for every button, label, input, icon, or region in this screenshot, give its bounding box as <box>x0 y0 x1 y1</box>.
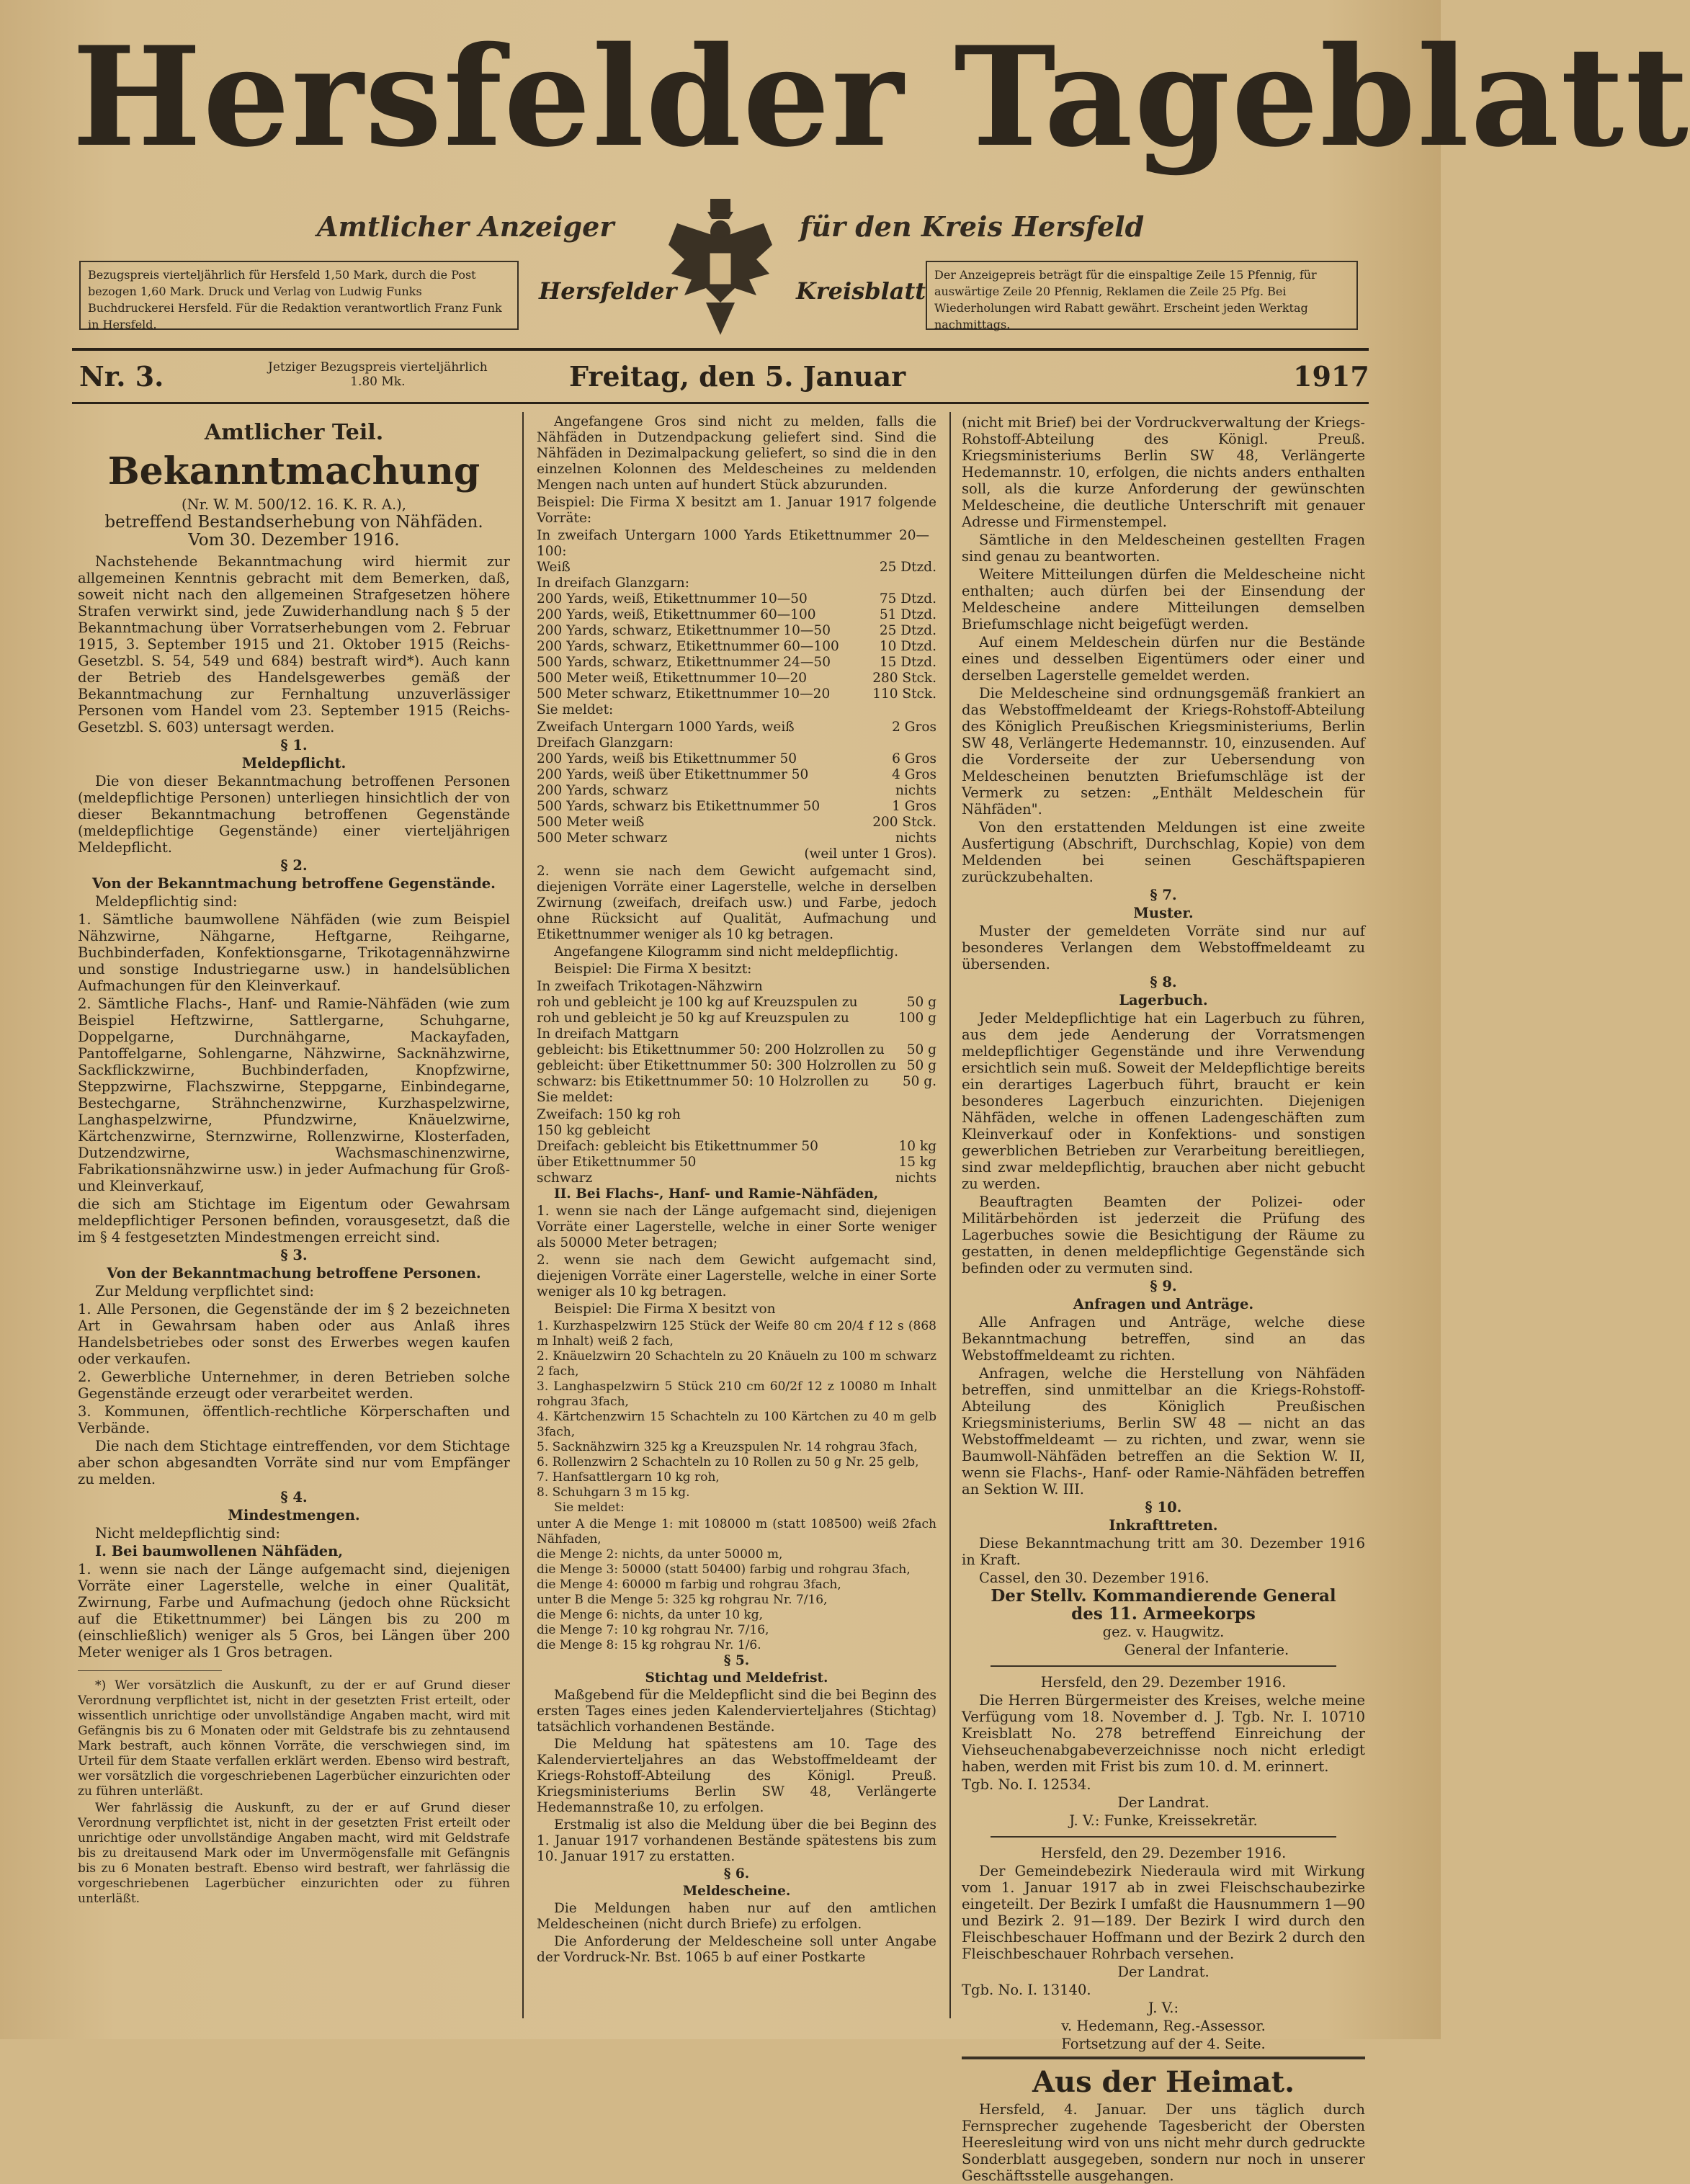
list-item: 6. Rollenzwirn 2 Schachteln zu 10 Rollen zu 50 g Nr. 25 gelb, <box>537 1455 919 1469</box>
row-value: 110 Stck. <box>872 686 936 702</box>
table-row <box>537 576 936 591</box>
row-value: 75 Dtzd. <box>879 591 936 607</box>
section-number: § 4. <box>280 1489 308 1505</box>
list-item: 2. wenn sie nach dem Gewicht aufgemacht sind, diejenigen Vorräte einer Lagerstelle, welche in derselben Zwirnung (zweifach, dreifach usw.) und Farbe, jedoch ohne Rücksicht auf Qualität, Aufmachung und Etikettnummer weniger als 10 kg betragen. <box>537 864 936 942</box>
signature: des 11. Armeekorps <box>1071 1604 1256 1624</box>
list-heading: I. Bei baumwollenen Nähfäden, <box>95 1543 344 1559</box>
row-value: 50 g. <box>902 1074 936 1089</box>
list-item: 1. Alle Personen, die Gegenstände der im § 2 bezeichneten Art in Gewahrsam haben oder aus Anlaß ihres Handelsbetriebes oder sonst des Erwerbes wegen kaufen oder verkaufen. <box>78 1301 510 1367</box>
signature: Der Landrat. <box>1117 1794 1210 1811</box>
table-row <box>537 686 936 702</box>
article-ref: (Nr. W. M. 500/12. 16. K. R. A.), <box>182 496 406 513</box>
article-title: Bekanntmachung <box>107 449 480 493</box>
paragraph: Die Herren Bürgermeister des Kreises, welche meine Verfügung vom 18. November d. J. Tgb. Nr. I. 10710 Kreisblatt No. 278 betreffend Einreichung der Viehseuchenabgabeverzeichnisse noch nicht erledigt haben, werden mit Frist bis zum 10. d. M. erinnert. <box>962 1692 1365 1775</box>
side-label-right: Kreisblatt <box>796 277 926 305</box>
row-label: In dreifach Mattgarn <box>537 1026 679 1042</box>
paragraph: Nicht meldepflichtig sind: <box>95 1525 280 1541</box>
table-row <box>537 735 936 751</box>
paragraph: Zur Meldung verpflichtet sind: <box>95 1283 315 1299</box>
table-row <box>537 783 936 799</box>
paragraph: Von den erstattenden Meldungen ist eine zweite Ausfertigung (Abschrift, Durchschlag, Kopie) von dem Meldenden bei seinen Geschäftspapieren zurückzubehalten. <box>962 819 1365 885</box>
list-item: 2. Knäuelzwirn 20 Schachteln zu 20 Knäueln zu 100 m schwarz 2 fach, <box>537 1349 936 1379</box>
signature: J. V.: <box>1148 2000 1179 2016</box>
row-value: 10 kg <box>898 1139 936 1154</box>
table-row <box>537 1155 936 1171</box>
row-label: 150 kg gebleicht <box>537 1123 650 1138</box>
list-item: die Menge 4: 60000 m farbig und rohgrau 3fach, <box>537 1577 841 1592</box>
row-value: 50 g <box>906 1042 936 1057</box>
section-heading: Stichtag und Meldefrist. <box>645 1670 828 1686</box>
table-row <box>537 1171 936 1186</box>
article-date: Vom 30. Dezember 1916. <box>188 531 400 550</box>
paragraph: Angefangene Kilogramm sind nicht meldepflichtig. <box>554 944 898 959</box>
list-item: 1. wenn sie nach der Länge aufgemacht sind, diejenigen Vorräte einer Lagerstelle, welche in einer Qualität, Zwirnung, Farbe und Aufmachung (jedoch ohne Rücksicht auf die Etikettnummer) bei Längen bis zu 200 m (einschließlich) weniger als 5 Gros, bei Längen über 200 Meter weniger als 1 Gros betragen. <box>78 1561 510 1660</box>
list-item: 2. Sämtliche Flachs-, Hanf- und Ramie-Nähfäden (wie zum Beispiel Heftzwirne, Sattlergarne, Schuhgarne, Doppelgarne, Durchnähgarne, Mackayfaden, Pantoffelgarne, Sohlengarne, Nähzwirne, Sacknähzwirne, Sackflickzwirne, Buchbinderfaden, Knopfzwirne, Steppzwirne, Flachszwirne, Steppgarne, Einbindegarne, Bestechgarne, Strähnchenzwirne, Kurzhaspelzwirne, Langhaspelzwirne, Pfundzwirne, Knäuelzwirne, Kärtchenzwirne, Sternzwirne, Rollenzwirne, Klosterfaden, Dutzendzwirne, Wachsmaschinenzwirne, Fabrikationsnähzwirne usw.) in jeder Aufmachung für Groß- und Kleinverkauf, <box>78 995 510 1194</box>
row-label: 200 Yards, weiß bis Etikettnummer 50 <box>537 751 797 766</box>
row-label: 200 Yards, weiß, Etikettnummer 10—50 <box>537 591 808 607</box>
row-label: roh und gebleicht je 50 kg auf Kreuzspulen zu <box>537 1011 849 1026</box>
section-number: § 1. <box>280 737 308 753</box>
row-label: 200 Yards, schwarz, Etikettnummer 10—50 <box>537 623 831 638</box>
table-row <box>537 1074 936 1090</box>
row-label: Zweifach Untergarn 1000 Yards, weiß <box>537 720 795 735</box>
list-item: unter A die Menge 1: mit 108000 m (statt 108500) weiß 2fach Nähfaden, <box>537 1517 936 1547</box>
paragraph: Beispiel: Die Firma X besitzt am 1. Januar 1917 folgende Vorräte: <box>537 495 936 526</box>
table-row <box>537 720 936 735</box>
subscription-box: Bezugspreis vierteljährlich für Hersfeld 1,50 Mark, durch die Post bezogen 1,60 Mark. Druck und Verlag von Ludwig Funks Buchdruckerei Hersfeld. Für die Redaktion verantwortlich Franz Funk in Hersfeld. <box>79 261 519 330</box>
row-label: 500 Meter schwarz, Etikettnummer 10—20 <box>537 686 831 702</box>
paragraph: Der Gemeindebezirk Niederaula wird mit Wirkung vom 1. Januar 1917 ab in zwei Fleischschaubezirke eingeteilt. Der Bezirk I umfaßt die Hausnummern 1—90 und Bezirk 2. 91—189. Der Bezirk I wird durch den Fleischbeschauer Hoffmann und der Bezirk 2 durch den Fleischbeschauer Rohrbach versehen. <box>962 1863 1365 1962</box>
paragraph: Die Anforderung der Meldescheine soll unter Angabe der Vordruck-Nr. Bst. 1065 b auf einer Postkarte <box>537 1934 936 1965</box>
row-label: roh und gebleicht je 100 kg auf Kreuzspulen zu <box>537 995 858 1010</box>
paragraph: Meldepflichtig sind: <box>95 893 238 910</box>
list-item: 8. Schuhgarn 3 m 15 kg. <box>537 1485 690 1500</box>
paragraph: (nicht mit Brief) bei der Vordruckverwaltung der Kriegs-Rohstoff-Abteilung des Königl. Preuß. Kriegsministeriums Berlin SW 48, Verlängerte Hedemannstr. 10, erfolgen, die nichts anders enthalten soll, als die kurze Anforderung der gewünschten Meldescheine, die deutliche Unterschrift mit genauer Adresse und Firmenstempel. <box>962 414 1365 530</box>
row-label: 200 Yards, weiß, Etikettnummer 60—100 <box>537 607 816 622</box>
example-table <box>537 528 936 702</box>
issue-price <box>268 360 488 389</box>
table-row <box>537 1042 936 1058</box>
row-value: 15 Dtzd. <box>879 655 936 670</box>
table-row <box>537 623 936 639</box>
row-label: 500 Meter schwarz <box>537 831 668 846</box>
paragraph: Sie meldet: <box>537 702 614 717</box>
paragraph: Die nach dem Stichtage eintreffenden, vor dem Stichtage aber schon abgesandten Vorräte sind nur vom Empfänger zu melden. <box>78 1438 510 1487</box>
row-label: gebleicht: bis Etikettnummer 50: 200 Holzrollen zu <box>537 1042 885 1057</box>
paragraph: die sich am Stichtage im Eigentum oder Gewahrsam meldepflichtiger Personen befinden, vorausgesetzt, daß die im § 4 festgesetzten Mindestmengen erreicht sind. <box>78 1196 510 1245</box>
row-value: 100 g <box>898 1011 936 1026</box>
row-label: Dreifach: gebleicht bis Etikettnummer 50 <box>537 1139 818 1154</box>
table-row <box>537 607 936 623</box>
list-item: 1. wenn sie nach der Länge aufgemacht sind, diejenigen Vorräte einer Lagerstelle, welche in einer Sorte weniger als 50000 Meter betragen; <box>537 1204 936 1250</box>
paragraph: Sie meldet: <box>537 1090 614 1105</box>
example-table <box>537 720 936 846</box>
paragraph: Beispiel: Die Firma X besitzt: <box>554 962 752 977</box>
table-row <box>537 1107 936 1123</box>
section-heading: Anfragen und Anträge. <box>1073 1296 1254 1312</box>
notice-date: Hersfeld, den 29. Dezember 1916. <box>1040 1845 1287 1861</box>
list-heading: II. Bei Flachs-, Hanf- und Ramie-Nähfäden, <box>554 1186 879 1201</box>
section-heading: Mindestmengen. <box>228 1507 360 1523</box>
section-heading: Von der Bekanntmachung betroffene Personen. <box>107 1265 481 1281</box>
section-heading: Von der Bekanntmachung betroffene Gegenstände. <box>92 875 496 892</box>
paragraph: Sämtliche in den Meldescheinen gestellten Fragen sind genau zu beantworten. <box>962 532 1365 565</box>
example-list <box>537 1319 936 1500</box>
row-label: 500 Yards, schwarz bis Etikettnummer 50 <box>537 799 821 814</box>
column-1 <box>78 414 510 2028</box>
header-rule-bottom <box>72 402 1369 404</box>
paragraph: Jeder Meldepflichtige hat ein Lagerbuch zu führen, aus dem jede Aenderung der Vorratsmengen meldepflichtiger Gegenstände und ihre Verwendung ersichtlich sein muß. Soweit der Meldepflichtige bereits ein derartiges Lagerbuch führt, braucht er kein besonderes Lagerbuch einzurichten. Diejenigen Nähfäden, welche in offenen Ladengeschäften zum Kleinverkauf oder in Konfektions- und sonstigen gewerblichen Betrieben zur Verarbeitung bereitliegen, sind zwar meldepflichtig, brauchen aber nicht gebucht zu werden. <box>962 1010 1365 1192</box>
table-row <box>537 1123 936 1139</box>
column-3 <box>962 414 1365 2184</box>
paragraph: Muster der gemeldeten Vorräte sind nur auf besonderes Verlangen dem Webstoffmeldeamt zu übersenden. <box>962 923 1365 972</box>
divider <box>991 1665 1336 1667</box>
row-value: 280 Stck. <box>872 671 936 686</box>
list-item: 7. Hanfsattlergarn 10 kg roh, <box>537 1470 720 1485</box>
reference: Tgb. No. I. 12534. <box>962 1776 1091 1793</box>
section-number: § 8. <box>1150 974 1177 990</box>
example-table <box>537 1107 936 1186</box>
row-value: 15 kg <box>898 1155 936 1170</box>
list-item: 5. Sacknähzwirn 325 kg a Kreuzspulen Nr. 14 rohgrau 3fach, <box>537 1440 918 1454</box>
section-heading: Muster. <box>1133 905 1194 921</box>
list-item: 1. Kurzhaspelzwirn 125 Stück der Weife 80 cm 20/4 f 12 s (868 m Inhalt) weiß 2 fach, <box>537 1319 936 1348</box>
row-label: 200 Yards, weiß über Etikettnummer 50 <box>537 767 809 782</box>
row-value: nichts <box>895 783 936 798</box>
table-row <box>537 831 936 846</box>
table-row <box>537 1011 936 1026</box>
list-item: 1. Sämtliche baumwollene Nähfäden (wie zum Beispiel Nähzwirne, Nähgarne, Heftgarne, Reihgarne, Buchbinderfaden, Konfektionsgarne, Trikotagennähzwirne und sonstige Industriegarne usw.) in handelsüblichen Aufmachungen für den Kleinverkauf. <box>78 911 510 994</box>
table-row <box>537 1026 936 1042</box>
row-label: 500 Meter weiß, Etikettnummer 10—20 <box>537 671 808 686</box>
place-date: Cassel, den 30. Dezember 1916. <box>979 1570 1210 1586</box>
masthead-subtitle-left: Amtlicher Anzeiger <box>317 210 614 243</box>
paragraph: Die Meldungen haben nur auf den amtlichen Meldescheinen (nicht durch Briefe) zu erfolgen. <box>537 1901 936 1932</box>
row-label: schwarz: bis Etikettnummer 50: 10 Holzrollen zu <box>537 1074 869 1089</box>
signature: General der Infanterie. <box>1124 1642 1289 1658</box>
table-row <box>537 639 936 655</box>
row-label: gebleicht: über Etikettnummer 50: 300 Holzrollen zu <box>537 1058 897 1073</box>
section-number: § 9. <box>1150 1278 1177 1294</box>
table-row <box>537 815 936 831</box>
reference: Tgb. No. I. 13140. <box>962 1982 1091 1998</box>
list-item: 4. Kärtchenzwirn 15 Schachteln zu 100 Kärtchen zu 40 m gelb 3fach, <box>537 1410 936 1439</box>
section-heading: Meldepflicht. <box>241 755 347 771</box>
section-number: § 3. <box>280 1247 308 1263</box>
table-row <box>537 751 936 767</box>
row-value: 51 Dtzd. <box>879 607 936 622</box>
list-item: die Menge 3: 50000 (statt 50400) farbig und rohgrau 3fach, <box>537 1562 911 1577</box>
paragraph: Diese Bekanntmachung tritt am 30. Dezember 1916 in Kraft. <box>962 1535 1365 1568</box>
row-value: 10 Dtzd. <box>879 639 936 654</box>
list-item: die Menge 2: nichts, da unter 50000 m, <box>537 1547 783 1562</box>
paragraph: Sie meldet: <box>554 1500 625 1515</box>
list-item: die Menge 8: 15 kg rohgrau Nr. 1/6. <box>537 1638 761 1652</box>
table-row <box>537 1139 936 1155</box>
section-number: § 10. <box>1145 1499 1182 1516</box>
footnote: *) Wer vorsätzlich die Auskunft, zu der er auf Grund dieser Verordnung verpflichtet ist, nicht in der gesetzten Frist erteilt, oder wissentlich unrichtige oder unvollständige Angaben macht, wird mit Gefängnis bis zu 6 Monaten oder mit Geldstrafe bis zu zehntausend Mark bestraft, auch können Vorräte, die verschwiegen sind, im Urteil für dem Staate verfallen erklärt werden. Ebenso wird bestraft, wer vorsätzlich die vorgeschriebenen Lagerbücher einzurichten oder zu führen unterläßt. <box>78 1678 510 1799</box>
side-label-left: Hersfelder <box>539 277 677 305</box>
paragraph: Hersfeld, 4. Januar. Der uns täglich durch Fernsprecher zugehende Tagesbericht der Obersten Heeresleitung wird von uns nicht mehr durch gedruckte Sonderblatt ausgegeben, sondern nur noch in unserer Geschäftsstelle ausgehangen. <box>962 2101 1365 2184</box>
advertising-box: Der Anzeigepreis beträgt für die einspaltige Zeile 15 Pfennig, für auswärtige Zeile 20 Pfennig, Reklamen die Zeile 25 Pfg. Bei Wiederholungen wird Rabatt gewährt. Erscheint jeden Werktag nachmittags. <box>926 261 1358 330</box>
row-value: nichts <box>895 831 936 846</box>
imperial-eagle-icon <box>663 194 778 339</box>
paragraph: Beauftragten Beamten der Polizei- oder Militärbehörden ist jederzeit die Prüfung des Lagerbuches sowie die Besichtigung der Räume zu gestatten, in denen meldepflichtige Gegenstände sich befinden oder zu vermuten sind. <box>962 1194 1365 1276</box>
row-label: In zweifach Trikotagen-Nähzwirn <box>537 979 763 994</box>
row-value: nichts <box>895 1171 936 1186</box>
column-2 <box>537 414 936 2028</box>
row-value: 4 Gros <box>892 767 936 782</box>
table-row <box>537 655 936 671</box>
table-row <box>537 528 936 560</box>
section-number: § 7. <box>1150 887 1177 903</box>
section-number: § 6. <box>723 1866 750 1881</box>
issue-number: Nr. 3. <box>79 360 164 393</box>
table-row <box>537 979 936 995</box>
table-row <box>537 767 936 783</box>
list-item: 2. Gewerbliche Unternehmer, in deren Betrieben solche Gegenstände erzeugt oder verarbeitet werden. <box>78 1369 510 1402</box>
row-label: schwarz <box>537 1171 593 1186</box>
row-label: Weiß <box>537 560 571 575</box>
notice-date: Hersfeld, den 29. Dezember 1916. <box>1040 1674 1287 1691</box>
paragraph: Weitere Mitteilungen dürfen die Meldescheine nicht enthalten; auch dürfen bei der Einsendung der Meldescheine andere Mitteilungen demselben Briefumschlage nicht beigefügt werden. <box>962 566 1365 632</box>
row-value: 25 Dtzd. <box>879 623 936 638</box>
issue-price-line: Jetziger Bezugspreis vierteljährlich <box>268 360 488 375</box>
list-item: 3. Langhaspelzwirn 5 Stück 210 cm 60/2f 12 z 10080 m Inhalt rohgrau 3fach, <box>537 1379 936 1409</box>
example-table <box>537 979 936 1090</box>
column-rule <box>522 412 524 2018</box>
signature: Der Stellv. Kommandierende General <box>991 1586 1336 1606</box>
row-value: 1 Gros <box>892 799 936 814</box>
masthead-subtitle-right: für den Kreis Hersfeld <box>800 210 1145 243</box>
article-subject: betreffend Bestandserhebung von Nähfäden. <box>104 513 483 532</box>
column-rule <box>949 412 951 2018</box>
signature: gez. v. Haugwitz. <box>1102 1624 1225 1640</box>
row-value: 2 Gros <box>892 720 936 735</box>
table-row <box>537 799 936 815</box>
masthead-title: Hersfelder Tageblatt <box>72 17 1690 177</box>
row-label: 200 Yards, schwarz <box>537 783 669 798</box>
continuation-note: Fortsetzung auf der 4. Seite. <box>1061 2036 1266 2052</box>
table-row <box>537 560 936 576</box>
section-heading: Meldescheine. <box>682 1884 791 1899</box>
list-item: unter B die Menge 5: 325 kg rohgrau Nr. 7/16, <box>537 1593 828 1607</box>
section-heading: Inkrafttreten. <box>1109 1517 1218 1534</box>
row-label: Zweifach: 150 kg roh <box>537 1107 681 1122</box>
signature: Der Landrat. <box>1117 1964 1210 1980</box>
paragraph: Die von dieser Bekanntmachung betroffenen Personen (meldepflichtige Personen) unterliegen hinsichtlich der von dieser Bekanntmachung betroffenen Gegenstände (meldepflichtige Gegenstände) einer vierteljährigen Meldepflicht. <box>78 773 510 856</box>
list-item: die Menge 7: 10 kg rohgrau Nr. 7/16, <box>537 1623 769 1637</box>
footnote-rule <box>78 1670 222 1671</box>
heimat-heading: Aus der Heimat. <box>1032 2065 1295 2099</box>
row-label: Dreifach Glanzgarn: <box>537 735 674 751</box>
signature: J. V.: Funke, Kreissekretär. <box>1069 1812 1258 1829</box>
section-heading: Lagerbuch. <box>1119 992 1208 1008</box>
section-number: § 2. <box>280 857 308 874</box>
row-label: 200 Yards, schwarz, Etikettnummer 60—100 <box>537 639 839 654</box>
row-value: 50 g <box>906 1058 936 1073</box>
table-row <box>537 995 936 1011</box>
paragraph: Alle Anfragen und Anträge, welche diese Bekanntmachung betreffen, sind an das Webstoffmeldeamt zu richten. <box>962 1314 1365 1364</box>
divider <box>962 2057 1365 2059</box>
footnote: Wer fahrlässig die Auskunft, zu der er auf Grund dieser Verordnung verpflichtet ist, nicht in der gesetzten Frist erteilt oder unrichtige oder unvollständige Angaben macht, wird mit Geldstrafe bis zu dreitausend Mark oder im Unvermögensfalle mit Gefängnis bis zu 6 Monaten bestraft. Ebenso wird bestraft, wer fahrlässig die vorgeschriebenen Lagerbücher einzurichten oder zu führen unterläßt. <box>78 1801 510 1906</box>
paragraph: Auf einem Meldeschein dürfen nur die Bestände eines und desselben Eigentümers oder einer und derselben Lagerstelle gemeldet werden. <box>962 634 1365 684</box>
issue-price-line: 1.80 Mk. <box>350 375 406 389</box>
example-list <box>537 1517 936 1653</box>
header-rule-top <box>72 348 1369 351</box>
section-number: § 5. <box>723 1653 750 1668</box>
table-row <box>537 1058 936 1074</box>
paragraph: Beispiel: Die Firma X besitzt von <box>554 1302 776 1317</box>
list-item: 3. Kommunen, öffentlich-rechtliche Körperschaften und Verbände. <box>78 1403 510 1436</box>
row-label: 500 Yards, schwarz, Etikettnummer 24—50 <box>537 655 831 670</box>
signature: v. Hedemann, Reg.-Assessor. <box>1061 2018 1266 2034</box>
paragraph: Anfragen, welche die Herstellung von Nähfäden betreffen, sind unmittelbar an die Kriegs-Rohstoff-Abteilung des Königlich Preußischen Kriegsministeriums, Berlin SW 48 — nicht an das Webstoffmeldeamt — zu richten, und zwar, wenn sie Baumwoll-Nähfäden betreffen an die Sektion W. II, wenn sie Flachs-, Hanf- oder Ramie-Nähfäden betreffen an Sektion W. III. <box>962 1365 1365 1498</box>
row-value: 6 Gros <box>892 751 936 766</box>
paragraph: Die Meldung hat spätestens am 10. Tage des Kalendervierteljahres an das Webstoffmeldeamt der Kriegs-Rohstoff-Abteilung des Königl. Preuß. Kriegsministeriums Berlin SW 48, Verlängerte Hedemannstraße 10, zu erfolgen. <box>537 1737 936 1815</box>
paragraph: Die Meldescheine sind ordnungsgemäß frankiert an das Webstoffmeldeamt der Kriegs-Rohstoff-Abteilung des Königlich Preußischen Kriegsministeriums, Berlin SW 48, Verlängerte Hedemannstr. 10, einzusenden. Auf die Vorderseite der zur Uebersendung von Meldescheinen benutzten Briefumschläge ist der Vermerk zu setzen: „Enthält Meldeschein für Nähfäden". <box>962 685 1365 818</box>
section-heading: Amtlicher Teil. <box>204 420 384 445</box>
table-row <box>537 671 936 686</box>
row-label: In zweifach Untergarn 1000 Yards Etikettnummer 20—100: <box>537 528 929 559</box>
row-value: 50 g <box>906 995 936 1010</box>
row-label: 500 Meter weiß <box>537 815 645 830</box>
issue-year: 1917 <box>1293 360 1369 393</box>
table-row <box>537 591 936 607</box>
paragraph: Erstmalig ist also die Meldung über die bei Beginn des 1. Januar 1917 vorhandenen Bestände spätestens bis zum 10. Januar 1917 zu erstatten. <box>537 1817 936 1864</box>
row-value: 25 Dtzd. <box>879 560 936 575</box>
paragraph: Nachstehende Bekanntmachung wird hiermit zur allgemeinen Kenntnis gebracht mit dem Bemerken, daß, soweit nicht nach den allgemeinen Strafgesetzen höhere Strafen verwirkt sind, jede Zuwiderhandlung nach § 5 der Bekanntmachung über Vorratserhebungen vom 2. Februar 1915, 3. September 1915 und 21. Oktober 1915 (Reichs-Gesetzbl. S. 54, 549 und 684) bestraft wird*). Auch kann der Betrieb des Handelsgewerbes gemäß der Bekanntmachung zur Fernhaltung unzuverlässiger Personen vom Handel vom 23. September 1915 (Reichs-Gesetzbl. S. 603) untersagt werden. <box>78 553 510 735</box>
paragraph: Maßgebend für die Meldepflicht sind die bei Beginn des ersten Tages eines jeden Kalendervierteljahres (Stichtag) tatsächlich vorhandenen Bestände. <box>537 1688 936 1735</box>
row-label: über Etikettnummer 50 <box>537 1155 697 1170</box>
paragraph: (weil unter 1 Gros). <box>804 846 936 861</box>
row-label: In dreifach Glanzgarn: <box>537 576 689 591</box>
divider <box>991 1836 1336 1838</box>
list-item: die Menge 6: nichts, da unter 10 kg, <box>537 1608 764 1622</box>
list-item: 2. wenn sie nach dem Gewicht aufgemacht sind, diejenigen Vorräte einer Lagerstelle, welche in einer Sorte weniger als 10 kg betragen. <box>537 1253 936 1299</box>
row-value: 200 Stck. <box>872 815 936 830</box>
issue-date: Freitag, den 5. Januar <box>569 360 906 393</box>
paragraph: Angefangene Gros sind nicht zu melden, falls die Nähfäden in Dutzendpackung geliefert sind. Sind die Nähfäden in Dezimalpackung geliefert, so sind die in den einzelnen Kolonnen des Meldescheines zu meldenden Mengen nach unten auf hundert Stück abzurunden. <box>537 414 936 493</box>
